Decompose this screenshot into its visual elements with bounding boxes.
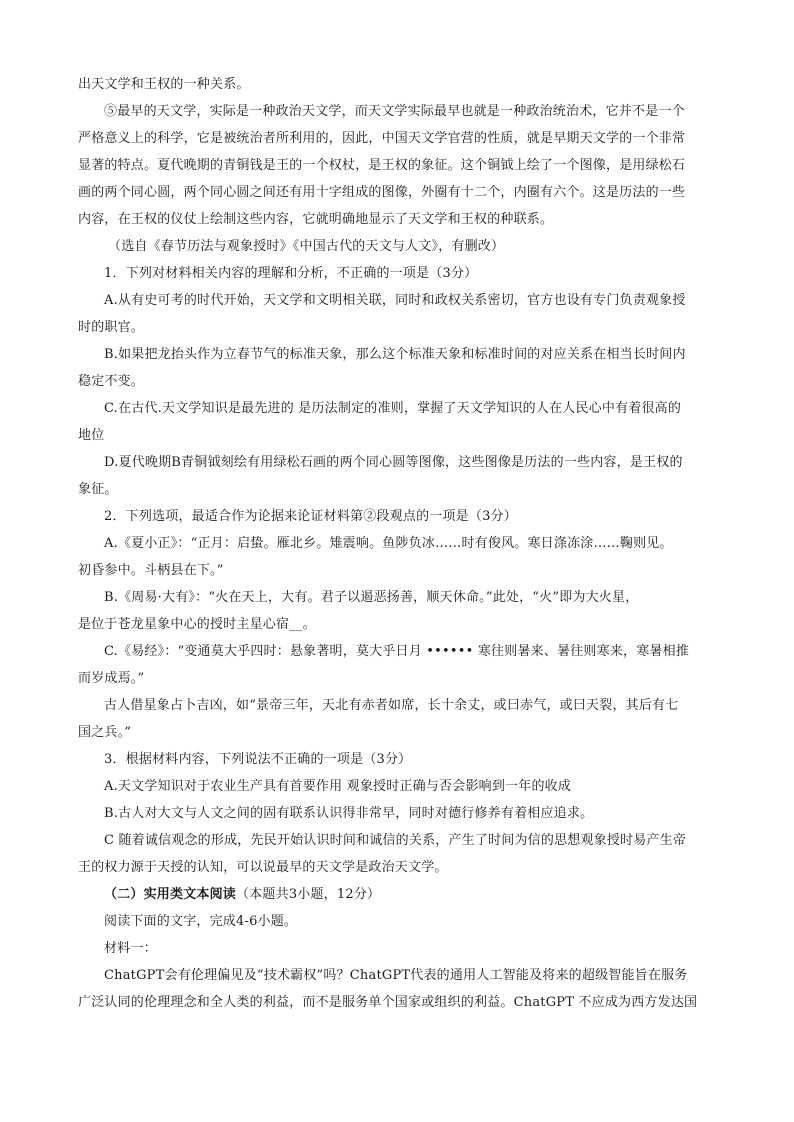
question-2-option-c-cont: 而岁成焉。” xyxy=(78,671,145,686)
section-2-heading-title: （二）实用类文本阅读 xyxy=(104,887,237,902)
paragraph-5-line: 显著的特点。夏代晚期的青铜钱是王的一个权杖，是王权的象征。这个铜钺上绘了一个图像，是用绿松石 xyxy=(78,158,686,173)
paragraph-5-line: 画的两个同心圆，两个同心圆之间还有用十字组成的图像，外圈有十二个，内圈有六个。这是历法的一些 xyxy=(78,185,686,200)
paragraph-5-line: 严格意义上的科学，它是被统治者所利用的，因此，中国天文学官营的性质，就是早期天文学的一个非常 xyxy=(78,131,686,146)
question-1-option-d: D.夏代晚期B青铜钺刻绘有用绿松石画的两个同心圆等图像，这些图像是历法的一些内容，是王权的 xyxy=(104,455,683,470)
section-2-heading xyxy=(78,884,718,905)
question-3-option-a: A.天文学知识对于农业生产具有首要作用 观象授时正确与否会影响到一年的收成 xyxy=(104,779,572,794)
material-1-line: ChatGPT会有伦理偏见及“技术霸权”吗？ChatGPT代表的通用人工智能及将来的超级智能旨在服务 xyxy=(104,968,688,983)
material-1-line: 广泛认同的伦理理念和全人类的利益，而不是服务单个国家或组织的利益。ChatGPT 不应成为西方发达国 xyxy=(78,995,698,1010)
question-2-option-a: A.《夏小正》：“正月：启蛰。雁北乡。雉震响。鱼陟负冰……时有俊风。寒日涤冻涂……鞠则见。 xyxy=(104,536,673,551)
question-2-stem: 2．下列选项，最适合作为论据来论证材料第②段观点的一项是（3分） xyxy=(104,509,517,524)
question-3-option-c-cont: 王的权力源于天授的认知，可以说最早的天文学是政治天文学。 xyxy=(78,860,448,875)
material-1-label: 材料一： xyxy=(104,941,157,956)
question-2-option-d: 古人借星象占卜吉凶，如“景帝三年，天北有赤者如席，长十余丈，或曰赤气，或曰天裂，其后有七 xyxy=(104,698,679,713)
paragraph-5-line: ⑤最早的天文学，实际是一种政治天文学，而天文学实际最早也就是一种政治统治术，它并不是一个 xyxy=(104,104,685,119)
question-2-option-b-cont: 是位于苍龙星象中心的授时主星心宿__。 xyxy=(78,617,316,632)
source-citation: （选自《春节历法与观象授时》《中国古代的天文与人文》，有删改） xyxy=(108,239,505,254)
question-2-option-b: B.《周易·大有》：“火在天上，大有。君子以遏恶扬善，顺天休命。”此处，“火”即为大火星， xyxy=(104,590,639,605)
text-line: 出天文学和王权的一种关系。 xyxy=(78,77,250,92)
question-1-option-a: A.从有史可考的时代开始，天文学和文明相关联，同时和政权关系密切，官方也设有专门负责观象授 xyxy=(104,293,686,308)
question-1-option-b-cont: 稳定不变。 xyxy=(78,374,145,389)
question-2-option-c: C.《易经》：“变通莫大乎四时：悬象著明，莫大乎日月 •••••• 寒往则暑来、暑往则寒来，寒暑相推 xyxy=(104,644,690,659)
question-1-option-d-cont: 象征。 xyxy=(78,482,118,497)
question-1-option-b: B.如果把龙抬头作为立春节气的标准天象，那么这个标准天象和标准时间的对应关系在相当长时间内 xyxy=(104,347,686,362)
question-2-option-d-cont: 国之兵。” xyxy=(78,725,132,740)
question-3-option-b: B.古人对大文与人文之间的固有联系认识得非常早，同时对德行修养有着相应追求。 xyxy=(104,806,594,821)
reading-instruction: 阅读下面的文字，完成4-6小题。 xyxy=(104,914,298,929)
question-1-option-a-cont: 时的职官。 xyxy=(78,320,145,335)
question-3-stem: 3．根据材料内容，下列说法不正确的一项是（3分） xyxy=(104,752,412,767)
paragraph-5-line: 内容，在王权的仪仗上绘制这些内容，它就明确地显示了天文学和王权的种联系。 xyxy=(78,212,554,227)
question-2-option-a-cont: 初昏参中。斗柄县在下。” xyxy=(78,563,224,578)
question-3-option-c: C 随着诚信观念的形成，先民开始认识时间和诚信的关系，产生了时间为信的思想观象授时易产生帝 xyxy=(104,833,687,848)
section-2-heading-note: （本题共3小题，12分） xyxy=(236,887,381,902)
document-page xyxy=(78,74,718,1019)
question-1-option-c: C.在古代.天文学知识是最先进的 是历法制定的准则，掌握了天文学知识的人在人民心中有着很高的 xyxy=(104,401,682,416)
question-1-stem: 1．下列对材料相关内容的理解和分析，不正确的一项是（3分） xyxy=(104,266,478,281)
question-1-option-c-cont: 地位 xyxy=(78,428,105,443)
